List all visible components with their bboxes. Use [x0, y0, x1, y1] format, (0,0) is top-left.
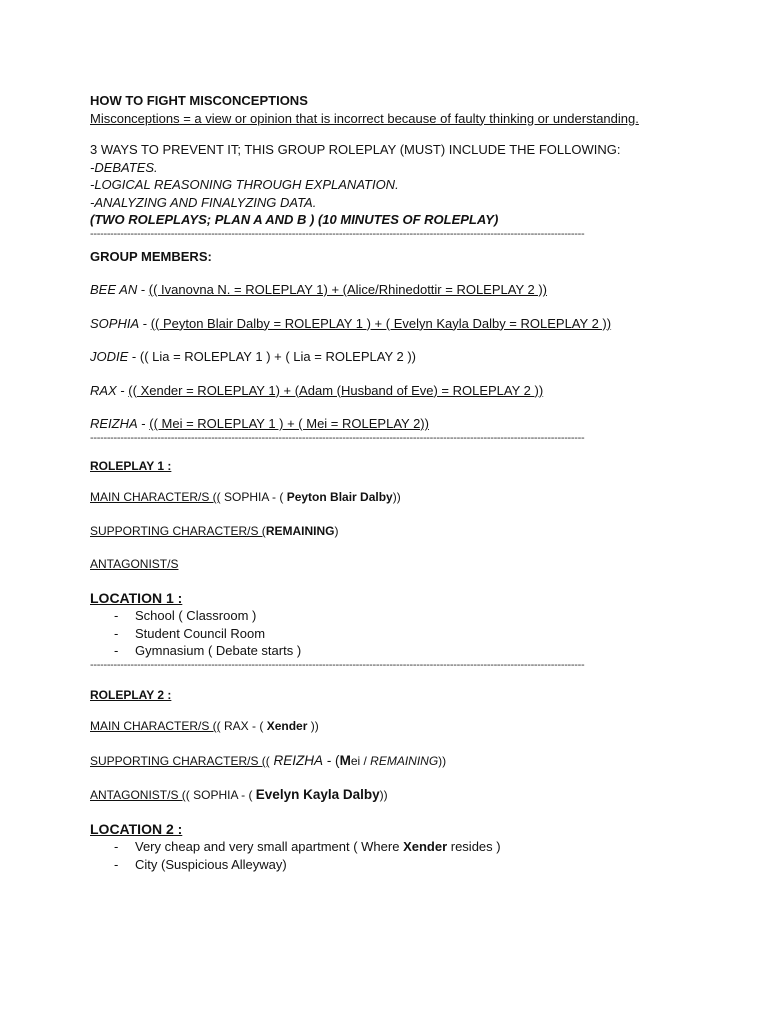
- main-character-member: SOPHIA - (: [220, 490, 287, 504]
- main-character-label: MAIN CHARACTER/S ((: [90, 490, 221, 504]
- divider: ---------------------------------------------------------------------------------------------------------------------------------------------------: [90, 432, 585, 444]
- roleplay1-antagonist: ANTAGONIST/S: [90, 557, 179, 571]
- members-heading: GROUP MEMBERS:: [90, 248, 212, 264]
- roleplay-note: (TWO ROLEPLAYS; PLAN A AND B ) (10 MINUTES OF ROLEPLAY): [90, 212, 499, 227]
- location-text: Very cheap and very small apartment ( Where: [135, 839, 404, 854]
- definition-text: [90, 111, 639, 126]
- roleplay2-antagonist: [90, 786, 670, 805]
- supporting-character-value: REMAINING: [265, 523, 335, 538]
- antagonist-label: ANTAGONIST/S ((: [90, 788, 190, 802]
- location2-list: [90, 838, 670, 873]
- document-page: [90, 92, 670, 873]
- member-sep: -: [137, 416, 150, 431]
- antagonist-name: Evelyn Kayla Dalby: [255, 787, 380, 802]
- way-item-analyzing: -ANALYZING AND FINALYZING DATA.: [90, 194, 317, 210]
- member-jodie: [90, 348, 670, 366]
- member-roles: (( Mei = ROLEPLAY 1 ) + ( Mei = ROLEPLAY 2)): [149, 416, 429, 431]
- location-character: Xender: [403, 839, 448, 854]
- location2-item-apartment: [114, 838, 670, 856]
- member-name: SOPHIA: [90, 315, 140, 331]
- antagonist-close: )): [379, 788, 388, 802]
- location2-heading: LOCATION 2 :: [90, 820, 183, 837]
- main-character-member: RAX - (: [220, 719, 267, 733]
- location1-heading: LOCATION 1 :: [90, 589, 183, 606]
- divider: ---------------------------------------------------------------------------------------------------------------------------------------------------: [90, 659, 585, 671]
- supporting-character-member: REIZHA: [269, 752, 324, 768]
- supporting-character-ei: ei /: [350, 753, 371, 768]
- member-sep: -: [116, 382, 129, 398]
- member-roles: (( Xender = ROLEPLAY 1) + (Adam (Husband of Eve) = ROLEPLAY 2 )): [128, 382, 544, 398]
- location1-item: - Gymnasium ( Debate starts ): [114, 642, 670, 660]
- member-name: REIZHA: [90, 416, 138, 431]
- main-character-name: Peyton Blair Dalby: [286, 490, 393, 504]
- definition-body: = a view or opinion that is incorrect because of faulty thinking or understanding.: [179, 110, 639, 126]
- roleplay1-supporting-character: [90, 523, 670, 541]
- definition-line: [90, 110, 670, 128]
- supporting-character-dash: - (: [323, 752, 340, 768]
- roleplay2-main-character: [90, 718, 670, 736]
- ways-intro: 3 WAYS TO PREVENT IT; THIS GROUP ROLEPLAY (MUST) INCLUDE THE FOLLOWING:: [90, 142, 621, 157]
- supporting-character-m: M: [339, 752, 351, 768]
- supporting-character-close: ): [334, 523, 339, 538]
- supporting-character-label: SUPPORTING CHARACTER/S (: [90, 523, 266, 538]
- roleplay2-heading: ROLEPLAY 2 :: [90, 687, 172, 702]
- member-name: BEE AN: [90, 282, 138, 297]
- member-name: RAX: [90, 382, 117, 398]
- main-character-close: )): [307, 719, 319, 733]
- main-character-label: MAIN CHARACTER/S ((: [90, 719, 221, 733]
- member-name: JODIE: [90, 349, 129, 364]
- supporting-character-close: )): [438, 753, 447, 768]
- way-item-debates: -DEBATES.: [90, 159, 158, 175]
- member-roles: (( Peyton Blair Dalby = ROLEPLAY 1 ) + ( Evelyn Kayla Dalby = ROLEPLAY 2 )): [150, 315, 612, 331]
- location1-list: [90, 607, 670, 660]
- supporting-character-remaining: REMAINING: [370, 753, 439, 768]
- antagonist-member: SOPHIA - (: [189, 788, 256, 802]
- member-sep: -: [137, 282, 149, 297]
- member-sep: -: [139, 315, 151, 331]
- location1-item: - Student Council Room: [114, 625, 670, 643]
- member-roles: (( Lia = ROLEPLAY 1 ) + ( Lia = ROLEPLAY 2 )): [139, 349, 416, 364]
- member-reizha: [90, 415, 670, 433]
- roleplay1-heading: ROLEPLAY 1 :: [90, 458, 172, 473]
- member-sep: -: [128, 349, 140, 364]
- member-bee-an: [90, 281, 670, 299]
- location-text-end: resides ): [447, 839, 501, 854]
- roleplay1-main-character: [90, 489, 670, 507]
- divider: ---------------------------------------------------------------------------------------------------------------------------------------------------: [90, 228, 585, 240]
- location1-item: - School ( Classroom ): [114, 607, 670, 625]
- roleplay2-supporting-character: [90, 752, 670, 771]
- way-item-logical-reasoning: -LOGICAL REASONING THROUGH EXPLANATION.: [90, 177, 399, 192]
- member-roles: (( Ivanovna N. = ROLEPLAY 1) + (Alice/Rhinedottir = ROLEPLAY 2 )): [148, 282, 548, 297]
- main-character-close: )): [392, 490, 401, 504]
- member-rax: [90, 382, 670, 400]
- supporting-character-label: SUPPORTING CHARACTER/S ((: [90, 753, 270, 768]
- definition-term: Misconceptions: [90, 110, 180, 126]
- member-sophia: [90, 315, 670, 333]
- document-title: HOW TO FIGHT MISCONCEPTIONS: [90, 93, 308, 108]
- main-character-name: Xender: [266, 719, 308, 733]
- location2-item-city: - City (Suspicious Alleyway): [114, 856, 670, 874]
